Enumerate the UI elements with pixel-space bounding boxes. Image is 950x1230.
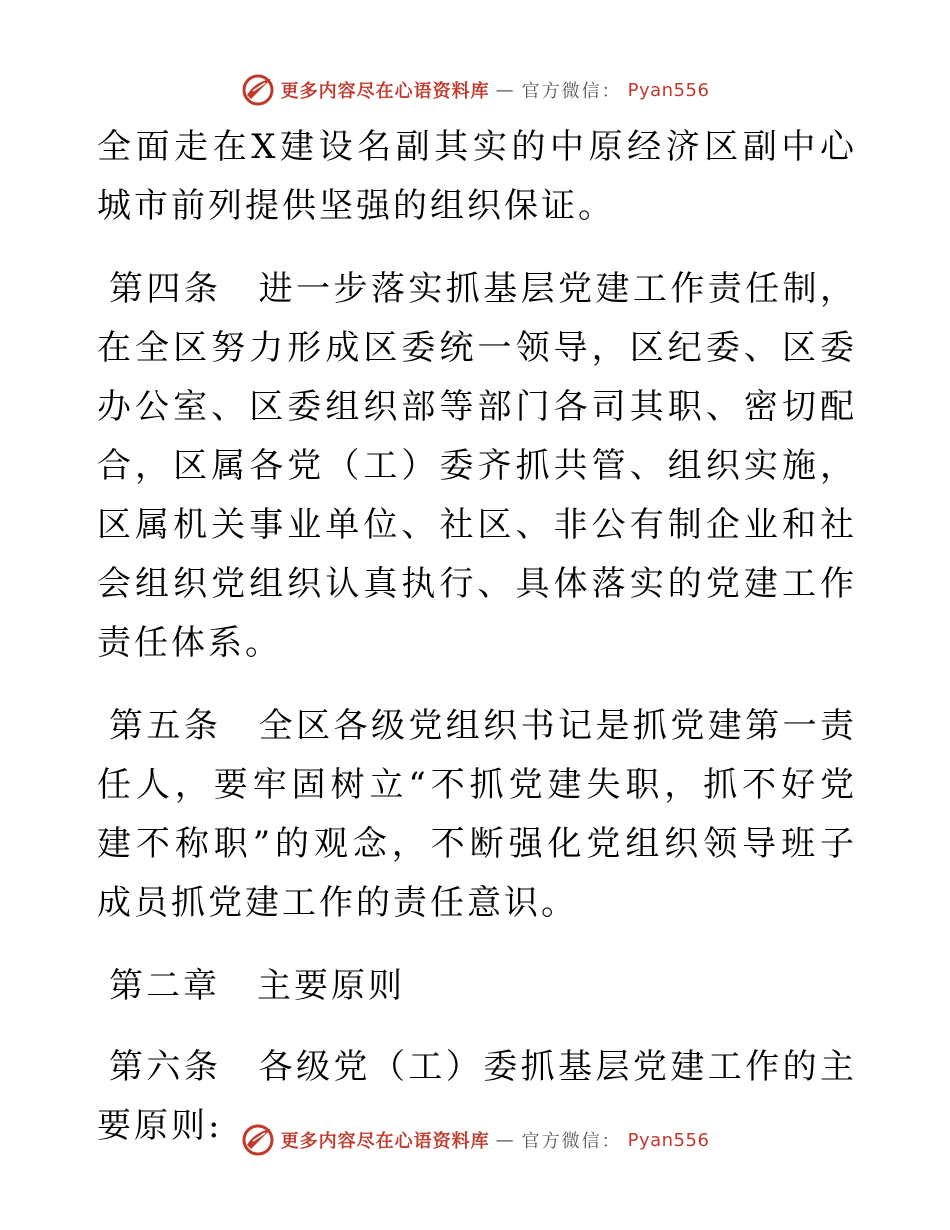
watermark-separator: — xyxy=(495,1129,516,1151)
article-six: 第六条 各级党（工）委抓基层党建工作的主要原则: xyxy=(97,1047,857,1146)
paragraph-continuation: 全面走在X建设名副其实的中原经济区副中心城市前列提供坚强的组织保证。 xyxy=(97,127,857,226)
watermark-code: Pyan556 xyxy=(627,79,710,101)
footer-watermark xyxy=(0,1120,950,1160)
watermark-label: 官方微信： xyxy=(521,81,622,102)
watermark-brand: 更多内容尽在心语资料库 xyxy=(280,81,490,102)
header-watermark xyxy=(0,70,950,110)
watermark-code: Pyan556 xyxy=(627,1129,710,1151)
chapter-heading: 第二章 主要原则 xyxy=(109,966,405,1006)
article-five: 第五条 全区各级党组织书记是抓党建第一责任人，要牢固树立“不抓党建失职，抓不好党建不称职”的观念，不断强化党组织领导班子成员抓党建工作的责任意识。 xyxy=(97,706,857,923)
article-four: 第四条 进一步落实抓基层党建工作责任制，在全区努力形成区委统一领导，区纪委、区委办公室、区委组织部等部门各司其职、密切配合，区属各党（工）委齐抓共管、组织实施，区属机关事业单位、社区、非公有制企业和社会组织党组织认真执行、具体落实的党建工作责任体系。 xyxy=(97,269,857,663)
watermark-brand: 更多内容尽在心语资料库 xyxy=(280,1131,490,1152)
pen-logo-icon xyxy=(241,1123,275,1157)
watermark-separator: — xyxy=(495,79,516,101)
watermark-label: 官方微信： xyxy=(521,1131,622,1152)
document-body xyxy=(97,118,857,1180)
pen-logo-icon xyxy=(241,73,275,107)
